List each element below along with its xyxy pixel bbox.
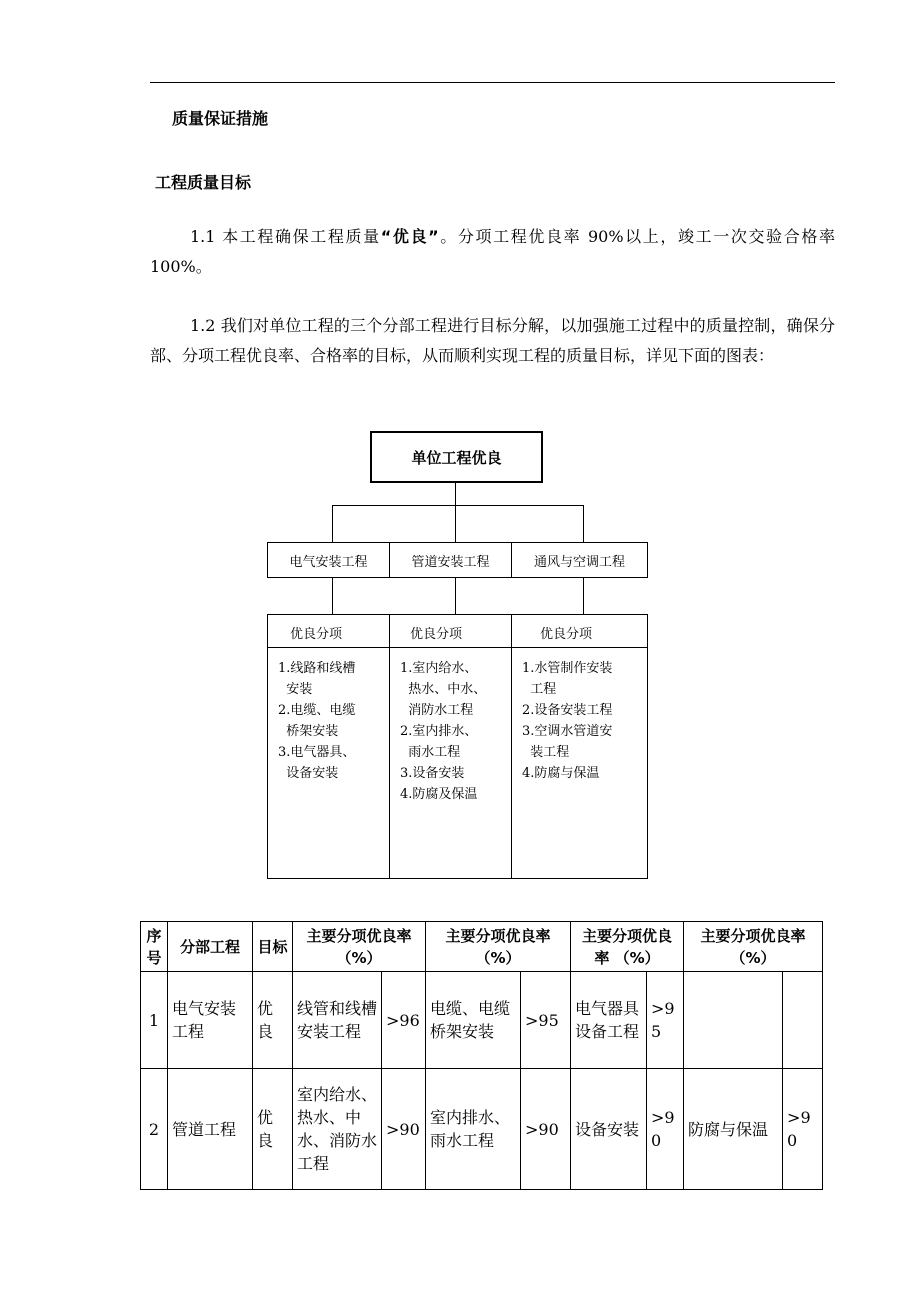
list-item: 雨水工程 <box>400 745 461 760</box>
connector-line <box>332 578 333 614</box>
list-item: 安装 <box>278 682 313 697</box>
cell-rate: >90 <box>382 1069 426 1190</box>
cell-rate: >95 <box>647 972 684 1069</box>
header-rule <box>150 82 835 83</box>
list-item: 3.空调水管道安 <box>522 724 613 739</box>
cell-rate: >95 <box>521 972 571 1069</box>
list-item: 4.防腐及保温 <box>400 787 478 802</box>
cell-rate <box>783 972 823 1069</box>
cell-item: 电缆、电缆桥架安装 <box>426 972 521 1069</box>
sub-plumbing: 优良分项 <box>389 614 512 648</box>
paragraph-2: 1.2 我们对单位工程的三个分部工程进行目标分解，以加强施工过程中的质量控制，确保分部、分项工程优良率、合格率的目标，从而顺利实现工程的质量目标，详见下面的图表： <box>150 316 835 365</box>
header-cell: 序号 <box>141 922 168 972</box>
paragraph-1 <box>150 222 835 282</box>
cell-part: 管道工程 <box>168 1069 253 1190</box>
p1-suffix: 。分项工程优良率 90%以上，竣工一次交验合格率 100%。 <box>150 227 835 276</box>
connector-line <box>455 505 456 542</box>
connector-line <box>332 505 584 506</box>
list-item: 2.设备安装工程 <box>522 703 613 718</box>
list-item: 2.电缆、电缆 <box>278 703 356 718</box>
table-row <box>141 1069 823 1190</box>
page-title: 质量保证措施 <box>172 109 269 128</box>
cell-rate: >90 <box>647 1069 684 1190</box>
diagram-root: 单位工程优良 <box>370 431 543 483</box>
list-item: 1.线路和线槽 <box>278 661 356 676</box>
section-heading: 工程质量目标 <box>155 173 252 192</box>
cell-item: 室内排水、雨水工程 <box>426 1069 521 1190</box>
header-cell: 主要分项优良率 （%） <box>571 922 684 972</box>
list-item: 工程 <box>522 682 557 697</box>
header-cell: 主要分项优良率 （%） <box>684 922 823 972</box>
table-row <box>141 972 823 1069</box>
quality-table <box>140 921 823 1190</box>
list-item: 1.室内给水、 <box>400 661 478 676</box>
list-item: 3.设备安装 <box>400 766 465 781</box>
items-plumbing <box>389 647 512 879</box>
cell-item: 电气器具设备工程 <box>571 972 647 1069</box>
items-hvac <box>511 647 648 879</box>
header-cell: 目标 <box>253 922 293 972</box>
cell-target: 优良 <box>253 1069 293 1190</box>
header-cell: 主要分项优良率（%） <box>293 922 426 972</box>
cell-part: 电气安装工程 <box>168 972 253 1069</box>
cell-rate: >90 <box>521 1069 571 1190</box>
connector-line <box>455 578 456 614</box>
list-item: 热水、中水、 <box>400 682 487 697</box>
connector-line <box>583 505 584 542</box>
list-item: 2.室内排水、 <box>400 724 478 739</box>
cell-item <box>684 972 783 1069</box>
list-item: 装工程 <box>522 745 570 760</box>
p1-prefix: 1.1 本工程确保工程质量 <box>190 227 381 246</box>
header-cell: 主要分项优良率 （%） <box>426 922 571 972</box>
list-item: 4.防腐与保温 <box>522 766 600 781</box>
list-item: 桥架安装 <box>278 724 339 739</box>
list-item: 3.电气器具、 <box>278 745 356 760</box>
items-electrical <box>267 647 390 879</box>
connector-line <box>583 578 584 614</box>
branch-electrical: 电气安装工程 <box>267 542 390 578</box>
branch-plumbing: 管道安装工程 <box>389 542 512 578</box>
cell-item: 线管和线槽安装工程 <box>293 972 382 1069</box>
connector-line <box>332 505 333 542</box>
cell-target: 优良 <box>253 972 293 1069</box>
cell-item: 设备安装 <box>571 1069 647 1190</box>
connector-line <box>455 483 456 505</box>
table-header-row <box>141 922 823 972</box>
branch-hvac: 通风与空调工程 <box>511 542 648 578</box>
cell-rate: >90 <box>783 1069 823 1190</box>
list-item: 1.水管制作安装 <box>522 661 613 676</box>
cell-item: 室内给水、热水、中水、消防水工程 <box>293 1069 382 1190</box>
sub-hvac: 优良分项 <box>511 614 648 648</box>
list-item: 设备安装 <box>278 766 339 781</box>
cell-no: 1 <box>141 972 168 1069</box>
cell-no: 2 <box>141 1069 168 1190</box>
header-cell: 分部工程 <box>168 922 253 972</box>
sub-electrical: 优良分项 <box>267 614 390 648</box>
cell-item: 防腐与保温 <box>684 1069 783 1190</box>
cell-rate: >96 <box>382 972 426 1069</box>
p1-bold: “优良” <box>380 227 439 246</box>
list-item: 消防水工程 <box>400 703 474 718</box>
